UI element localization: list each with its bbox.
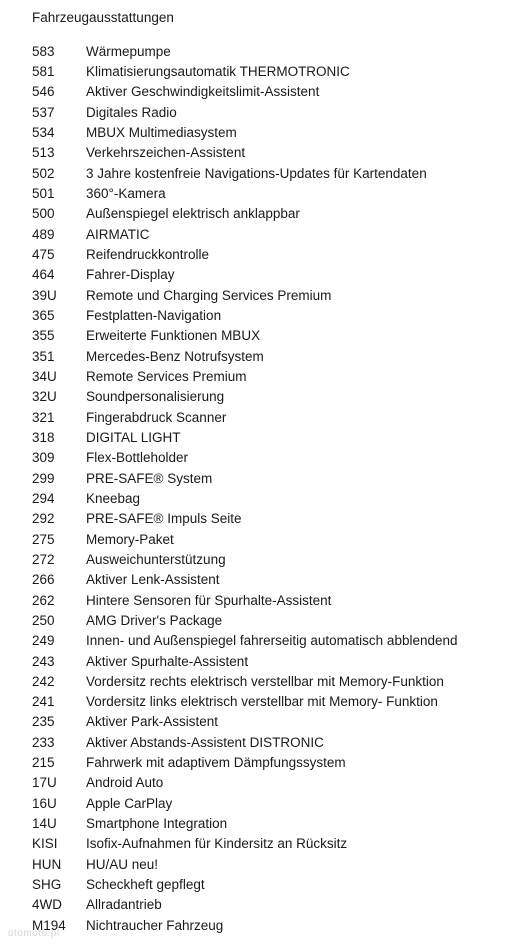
equipment-row bbox=[32, 204, 522, 224]
equipment-label: Flex-Bottleholder bbox=[86, 450, 189, 466]
equipment-label: Digitales Radio bbox=[86, 104, 177, 120]
equipment-code: 266 bbox=[32, 572, 55, 588]
equipment-label: 3 Jahre kostenfreie Navigations-Updates für Kartendaten bbox=[86, 165, 427, 181]
equipment-label: Vordersitz links elektrisch verstellbar mit Memory- Funktion bbox=[86, 694, 438, 710]
equipment-row bbox=[32, 102, 522, 122]
equipment-label: Festplatten-Navigation bbox=[86, 307, 222, 323]
equipment-label: Remote und Charging Services Premium bbox=[86, 287, 332, 303]
equipment-row bbox=[32, 183, 522, 203]
equipment-code: 534 bbox=[32, 124, 55, 140]
equipment-code: 39U bbox=[32, 287, 57, 303]
equipment-label: AMG Driver's Package bbox=[86, 612, 223, 628]
equipment-code: 546 bbox=[32, 84, 55, 100]
equipment-row bbox=[32, 285, 522, 305]
equipment-code: 500 bbox=[32, 206, 55, 222]
equipment-row bbox=[32, 265, 522, 285]
equipment-row bbox=[32, 468, 522, 488]
equipment-row bbox=[32, 305, 522, 325]
equipment-label: Reifendruckkontrolle bbox=[86, 246, 210, 262]
equipment-label: Nichtraucher Fahrzeug bbox=[86, 917, 224, 933]
equipment-row bbox=[32, 488, 522, 508]
equipment-label: Klimatisierungsautomatik THERMOTRONIC bbox=[86, 63, 350, 79]
equipment-row bbox=[32, 448, 522, 468]
equipment-label: MBUX Multimediasystem bbox=[86, 124, 237, 140]
equipment-row bbox=[32, 854, 522, 874]
equipment-label: Fahrer-Display bbox=[86, 267, 175, 283]
equipment-row bbox=[32, 244, 522, 264]
equipment-row bbox=[32, 915, 522, 935]
equipment-row bbox=[32, 407, 522, 427]
equipment-row bbox=[32, 692, 522, 712]
equipment-label: Außenspiegel elektrisch anklappbar bbox=[86, 206, 300, 222]
equipment-code: 250 bbox=[32, 612, 55, 628]
equipment-code: 14U bbox=[32, 816, 57, 832]
equipment-document bbox=[32, 9, 522, 935]
equipment-code: M194 bbox=[32, 917, 66, 933]
document-title: Fahrzeugausstattungen bbox=[32, 10, 174, 25]
equipment-row bbox=[32, 549, 522, 569]
equipment-label: AIRMATIC bbox=[86, 226, 150, 242]
equipment-code: 583 bbox=[32, 43, 55, 59]
equipment-label: Soundpersonalisierung bbox=[86, 389, 225, 405]
equipment-code: 17U bbox=[32, 775, 57, 791]
equipment-row bbox=[32, 732, 522, 752]
equipment-label: Aktiver Geschwindigkeitslimit-Assistent bbox=[86, 84, 320, 100]
equipment-code: 355 bbox=[32, 328, 55, 344]
equipment-label: Verkehrszeichen-Assistent bbox=[86, 145, 246, 161]
equipment-code: 501 bbox=[32, 185, 55, 201]
equipment-code: 249 bbox=[32, 633, 55, 649]
equipment-code: 294 bbox=[32, 490, 55, 506]
equipment-label: Fingerabdruck Scanner bbox=[86, 409, 227, 425]
equipment-row bbox=[32, 346, 522, 366]
equipment-code: 215 bbox=[32, 755, 55, 771]
equipment-row bbox=[32, 895, 522, 915]
equipment-label: Wärmepumpe bbox=[86, 43, 171, 59]
equipment-code: HUN bbox=[32, 856, 62, 872]
equipment-row bbox=[32, 41, 522, 61]
equipment-row bbox=[32, 834, 522, 854]
equipment-code: 581 bbox=[32, 63, 55, 79]
equipment-label: Apple CarPlay bbox=[86, 795, 173, 811]
equipment-label: Vordersitz rechts elektrisch verstellbar mit Memory-Funktion bbox=[86, 673, 444, 689]
equipment-row bbox=[32, 773, 522, 793]
equipment-code: 502 bbox=[32, 165, 55, 181]
equipment-code: 321 bbox=[32, 409, 55, 425]
equipment-label: Aktiver Spurhalte-Assistent bbox=[86, 653, 249, 669]
equipment-row bbox=[32, 427, 522, 447]
equipment-code: 351 bbox=[32, 348, 55, 364]
equipment-row bbox=[32, 529, 522, 549]
equipment-row bbox=[32, 82, 522, 102]
equipment-code: 489 bbox=[32, 226, 55, 242]
equipment-label: Aktiver Lenk-Assistent bbox=[86, 572, 220, 588]
equipment-row bbox=[32, 570, 522, 590]
equipment-code: 242 bbox=[32, 673, 55, 689]
equipment-code: 464 bbox=[32, 267, 55, 283]
equipment-code: 16U bbox=[32, 795, 57, 811]
equipment-label: Kneebag bbox=[86, 490, 141, 506]
equipment-label: Fahrwerk mit adaptivem Dämpfungssystem bbox=[86, 755, 346, 771]
equipment-label: Smartphone Integration bbox=[86, 816, 228, 832]
equipment-label: Aktiver Abstands-Assistent DISTRONIC bbox=[86, 734, 324, 750]
equipment-code: 262 bbox=[32, 592, 55, 608]
equipment-row bbox=[32, 122, 522, 142]
equipment-row bbox=[32, 651, 522, 671]
equipment-label: Allradantrieb bbox=[86, 897, 162, 913]
equipment-code: 275 bbox=[32, 531, 55, 547]
equipment-row bbox=[32, 366, 522, 386]
equipment-row bbox=[32, 387, 522, 407]
equipment-code: 243 bbox=[32, 653, 55, 669]
equipment-code: 272 bbox=[32, 551, 55, 567]
equipment-label: Innen- und Außenspiegel fahrerseitig automatisch abblendend bbox=[86, 633, 458, 649]
equipment-code: 233 bbox=[32, 734, 55, 750]
equipment-label: Mercedes-Benz Notrufsystem bbox=[86, 348, 264, 364]
equipment-label: DIGITAL LIGHT bbox=[86, 429, 181, 445]
equipment-code: 34U bbox=[32, 368, 57, 384]
equipment-label: Hintere Sensoren für Spurhalte-Assistent bbox=[86, 592, 332, 608]
equipment-row bbox=[32, 163, 522, 183]
equipment-label: PRE-SAFE® System bbox=[86, 470, 213, 486]
equipment-code: 4WD bbox=[32, 897, 62, 913]
equipment-code: SHG bbox=[32, 877, 62, 893]
watermark-logo: otomoto.pl bbox=[8, 928, 60, 939]
equipment-row bbox=[32, 631, 522, 651]
equipment-code: 299 bbox=[32, 470, 55, 486]
equipment-row bbox=[32, 590, 522, 610]
equipment-row bbox=[32, 224, 522, 244]
equipment-code: 292 bbox=[32, 511, 55, 527]
equipment-label: Android Auto bbox=[86, 775, 164, 791]
equipment-label: 360°-Kamera bbox=[86, 185, 166, 201]
equipment-row bbox=[32, 813, 522, 833]
equipment-row bbox=[32, 610, 522, 630]
equipment-list bbox=[32, 41, 522, 935]
equipment-label: Remote Services Premium bbox=[86, 368, 247, 384]
equipment-code: 537 bbox=[32, 104, 55, 120]
equipment-label: Isofix-Aufnahmen für Kindersitz an Rücksitz bbox=[86, 836, 348, 852]
equipment-row bbox=[32, 712, 522, 732]
equipment-row bbox=[32, 671, 522, 691]
equipment-code: 309 bbox=[32, 450, 55, 466]
equipment-code: KISI bbox=[32, 836, 58, 852]
equipment-label: Erweiterte Funktionen MBUX bbox=[86, 328, 261, 344]
equipment-label: HU/AU neu! bbox=[86, 856, 159, 872]
equipment-row bbox=[32, 509, 522, 529]
equipment-label: Ausweichunterstützung bbox=[86, 551, 226, 567]
equipment-code: 32U bbox=[32, 389, 57, 405]
equipment-row bbox=[32, 143, 522, 163]
equipment-label: Scheckheft gepflegt bbox=[86, 877, 205, 893]
equipment-row bbox=[32, 793, 522, 813]
equipment-code: 318 bbox=[32, 429, 55, 445]
equipment-label: Memory-Paket bbox=[86, 531, 174, 547]
equipment-row bbox=[32, 61, 522, 81]
equipment-row bbox=[32, 874, 522, 894]
equipment-label: PRE-SAFE® Impuls Seite bbox=[86, 511, 242, 527]
equipment-row bbox=[32, 752, 522, 772]
equipment-code: 475 bbox=[32, 246, 55, 262]
equipment-row bbox=[32, 326, 522, 346]
equipment-code: 365 bbox=[32, 307, 55, 323]
equipment-code: 241 bbox=[32, 694, 55, 710]
equipment-code: 513 bbox=[32, 145, 55, 161]
equipment-code: 235 bbox=[32, 714, 55, 730]
equipment-label: Aktiver Park-Assistent bbox=[86, 714, 219, 730]
